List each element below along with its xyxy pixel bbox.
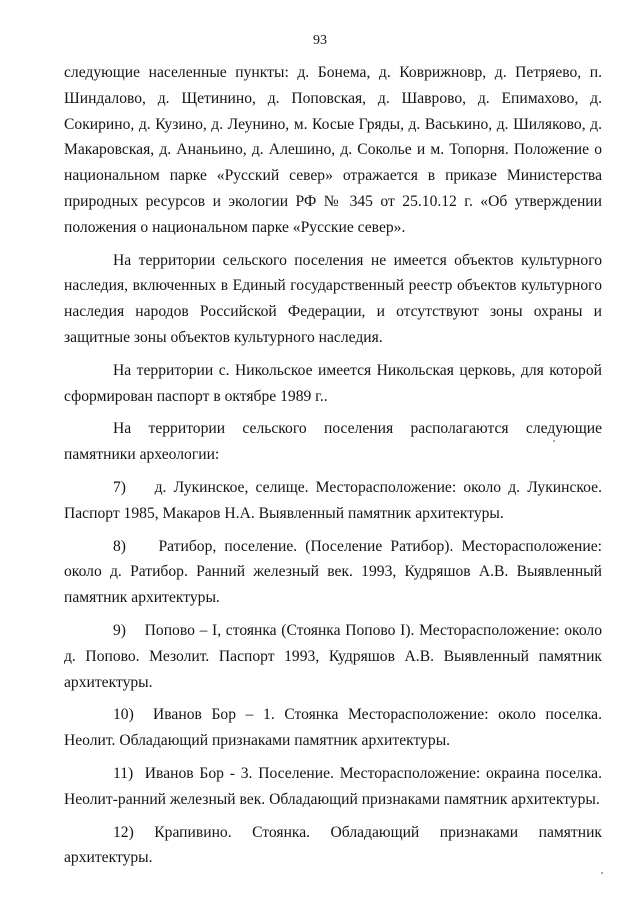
paragraph-archaeology-intro: На территории сельского поселения располагаются следующие памятники археологии:: [64, 420, 602, 464]
monument-item-11: 11) Иванов Бор - 3. Поселение. Месторасположение: окраина поселка. Неолит-ранний железный век. Обладающий признаками памятник архитектуры.: [64, 764, 602, 808]
monument-item-8: 8) Ратибор, поселение. (Поселение Ратибор). Месторасположение: около д. Ратибор. Ранний железный век. 1993, Кудряшов А.В. Выявленный памятник архитектуры.: [64, 537, 602, 607]
scan-speck: [601, 872, 603, 874]
scan-speck: [553, 440, 555, 442]
document-body: [64, 60, 602, 871]
paragraph-cultural-heritage: На территории сельского поселения не имеется объектов культурного наследия, включенных в Единый государственный реестр объектов культурного наследия народов Российской Федерации, и отсутствуют зоны охраны и защитные зоны объектов культурного наследия.: [64, 251, 602, 346]
paragraph-settlements: следующие населенные пункты: д. Бонема, д. Коврижновр, д. Петряево, п. Шиндалово, д. Щетинино, д. Поповская, д. Шаврово, д. Епимахово, д. Сокирино, д. Кузино, д. Леунино, м. Косые Гряды, д. Васькино, д. Шиляково, д. Макаровская, д. Ананьино, д. Алешино, д. Сокольe и м. Топорня. Положение о национальном парке «Русский север» отражается в приказе Министерства природных ресурсов и экологии РФ № 345 от 25.10.12 г. «Об утверждении положения о национальном парке «Русские север».: [64, 64, 602, 236]
monument-item-12: 12) Крапивино. Стоянка. Обладающий признаками памятник архитектуры.: [64, 823, 602, 867]
paragraph-nikolskaya-church: На территории с. Никольское имеется Никольская церковь, для которой сформирован паспорт в октябре 1989 г..: [64, 361, 602, 405]
monument-item-7: 7) д. Лукинское, селище. Месторасположение: около д. Лукинское. Паспорт 1985, Макаров Н.А. Выявленный памятник архитектуры.: [64, 478, 602, 522]
monument-item-9: 9) Попово – I, стоянка (Стоянка Попово I). Месторасположение: около д. Попово. Мезолит. Паспорт 1993, Кудряшов А.В. Выявленный памятник архитектуры.: [64, 621, 602, 691]
page-number: 93: [313, 33, 327, 48]
monument-item-10: 10) Иванов Бор – 1. Стоянка Месторасположение: около поселка. Неолит. Обладающий признаками памятник архитектуры.: [64, 706, 602, 750]
